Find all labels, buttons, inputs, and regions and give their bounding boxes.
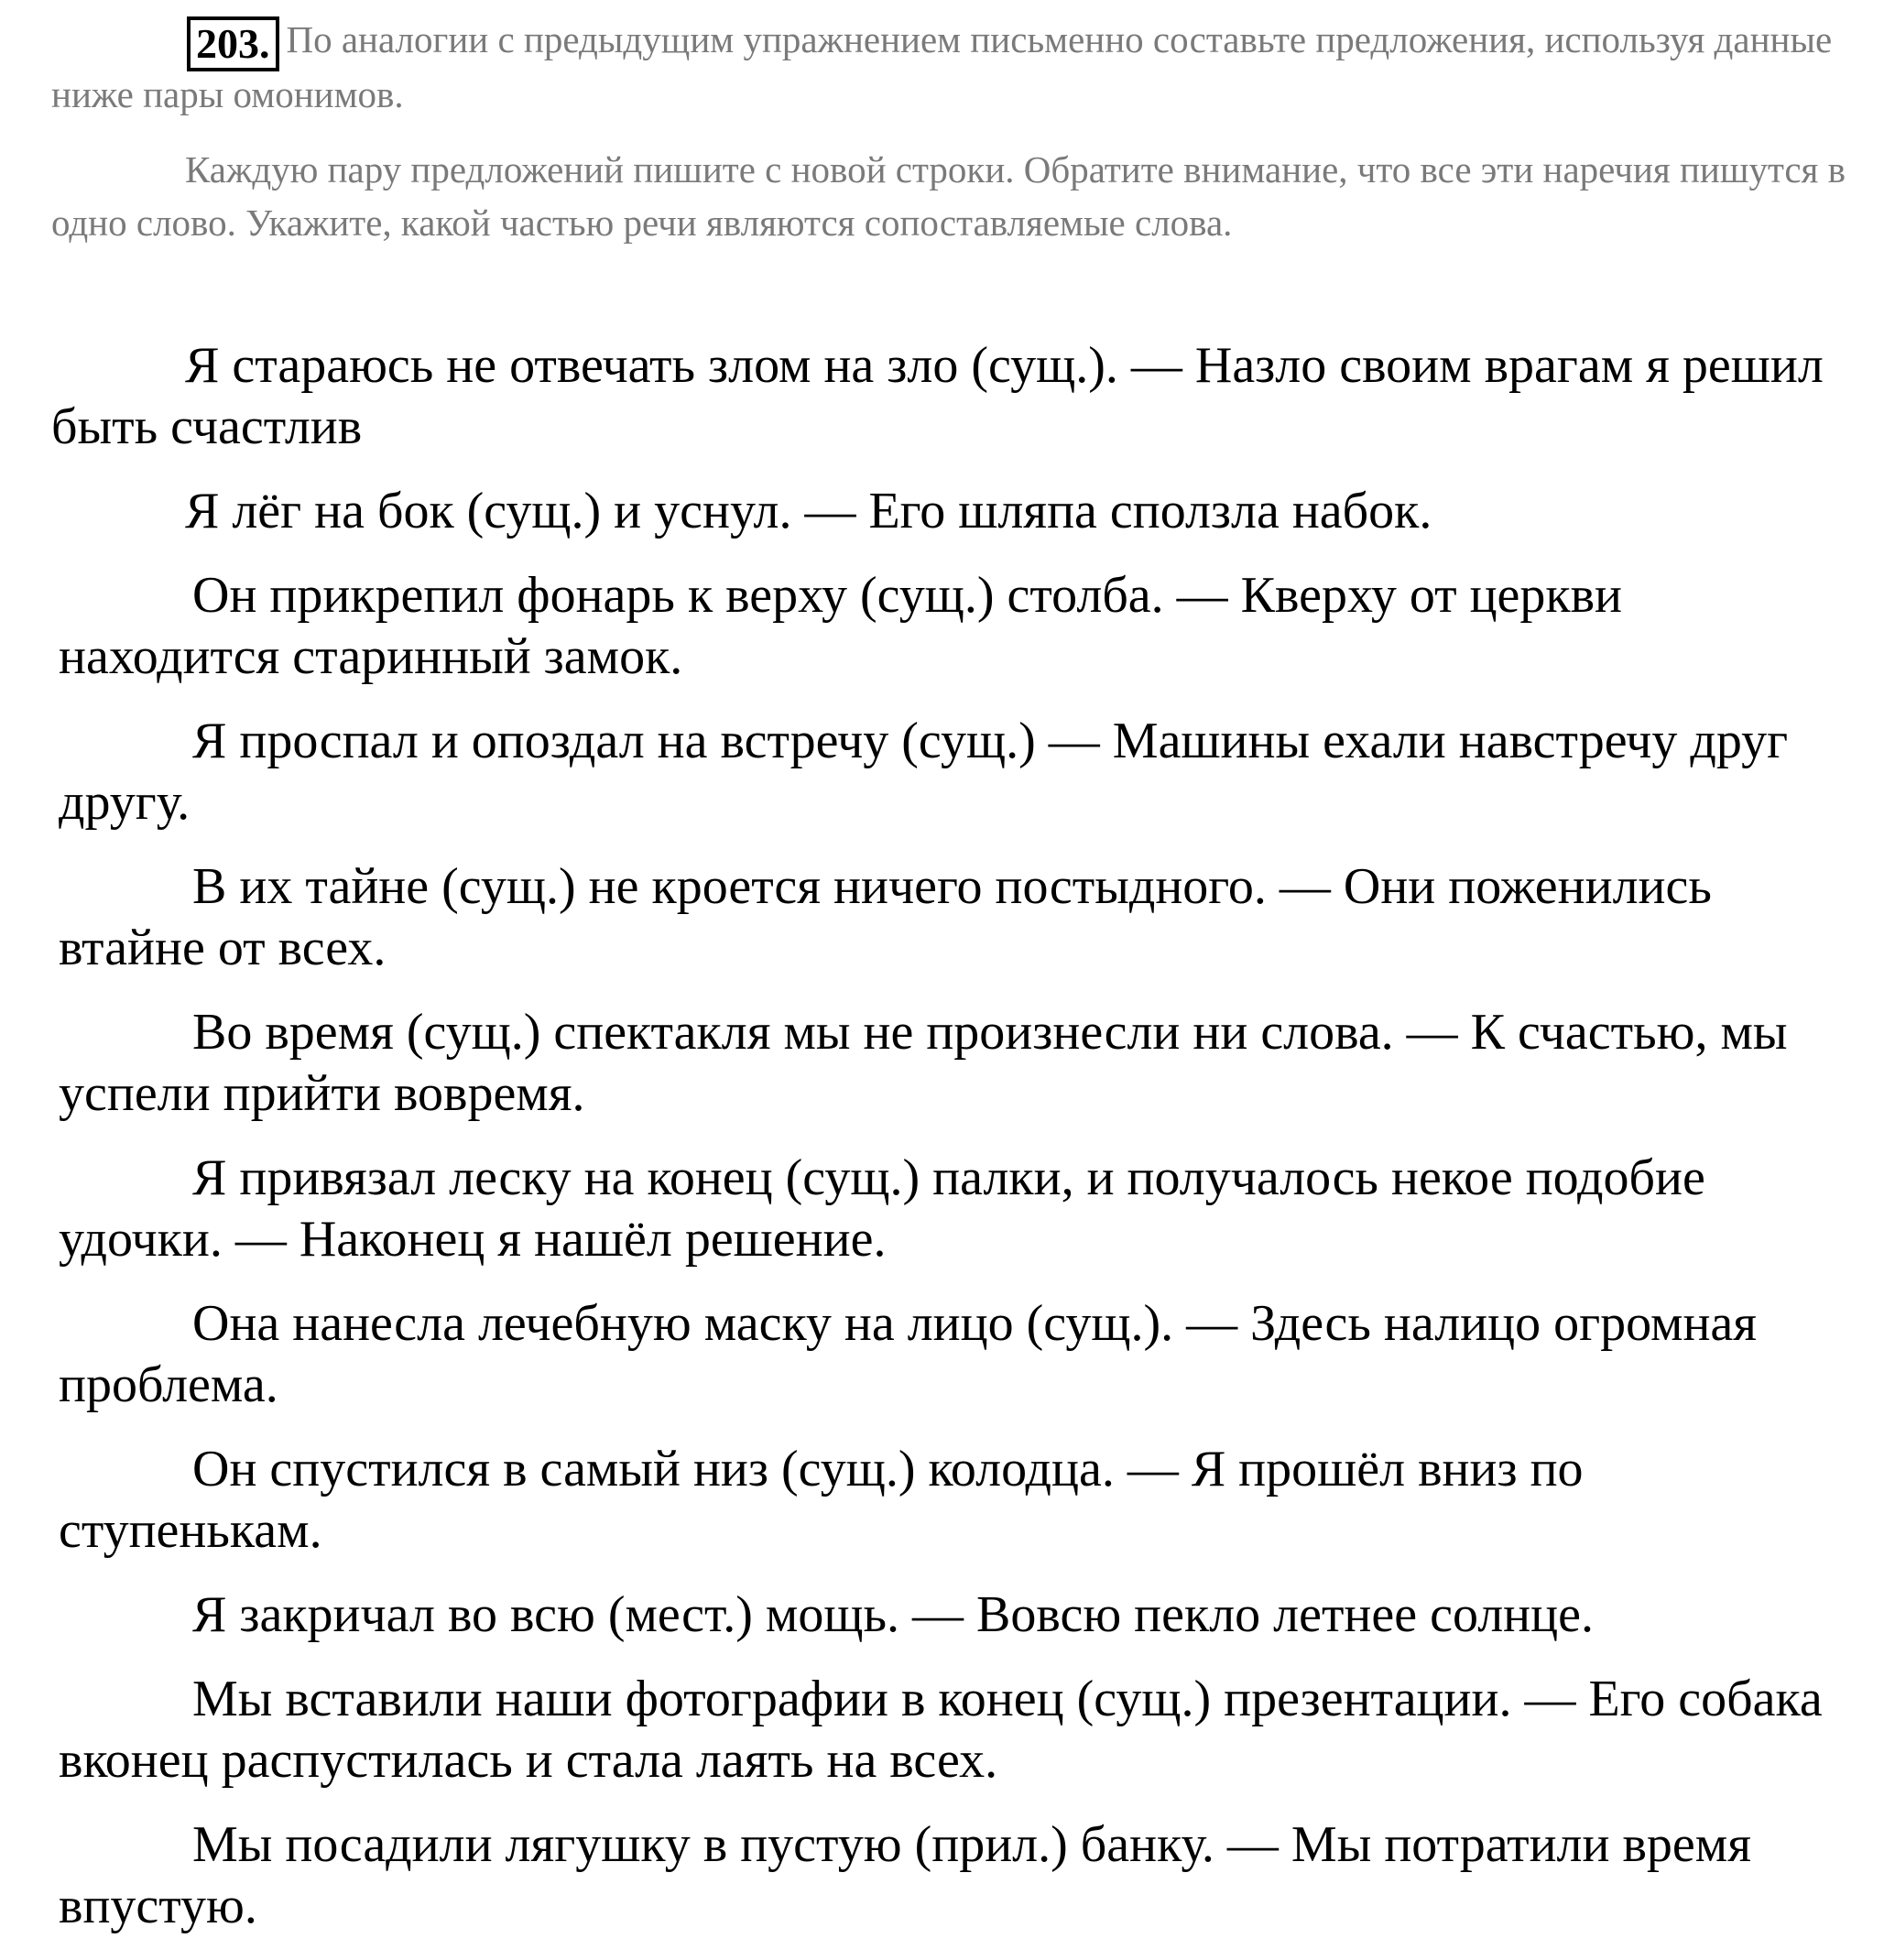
answer-pair: Он прикрепил фонарь к верху (сущ.) столба. — Кверху от церкви находится старинный замок. [59,567,1623,685]
answer-pair: Я привязал леску на конец (сущ.) палки, и получалось некое подобие удочки. — Наконец я нашёл решение. [59,1149,1705,1268]
exercise-instruction-paragraph [51,13,1846,121]
exercise-number: 203. [187,16,279,71]
exercise-task [51,13,1846,249]
answer-pair: Я стараюсь не отвечать злом на зло (сущ.). — Назло своим врагам я решил быть счастлив [51,337,1824,455]
answer-list [51,335,1842,1960]
exercise-note: Каждую пару предложений пишите с новой строки. Обратите внимание, что все эти наречия пишутся в одно слово. Укажите, какой частью речи являются сопоставляемые слова. [51,148,1846,244]
answer-pair: Я закричал во всю (мест.) мощь. — Вовсю пекло летнее солнце. [192,1586,1594,1643]
answer-pair: В их тайне (сущ.) не кроется ничего постыдного. — Они поженились втайне от всех. [59,858,1712,976]
answer-pair: Он спустился в самый низ (сущ.) колодца. — Я прошёл вниз по ступенькам. [59,1441,1584,1559]
answer-pair: Во время (сущ.) спектакля мы не произнесли ни слова. — К счастью, мы успели прийти вовремя. [59,1004,1788,1122]
answer-pair: Мы вставили наши фотографии в конец (сущ.) презентации. — Его собака вконец распустилась и стала лаять на всех. [59,1671,1823,1789]
answer-pair: Она нанесла лечебную маску на лицо (сущ.). — Здесь налицо огромная проблема. [59,1295,1758,1413]
answer-pair: Я лёг на бок (сущ.) и уснул. — Его шляпа сползла набок. [185,483,1432,539]
answer-pair: Я проспал и опоздал на встречу (сущ.) — Машины ехали навстречу друг другу. [59,713,1789,831]
answer-pair: Мы посадили лягушку в пустую (прил.) банку. — Мы потратили время впустую. [59,1816,1751,1934]
exercise-instruction: По аналогии с предыдущим упражнением письменно составьте предложения, используя данные ниже пары омонимов. [51,18,1833,115]
